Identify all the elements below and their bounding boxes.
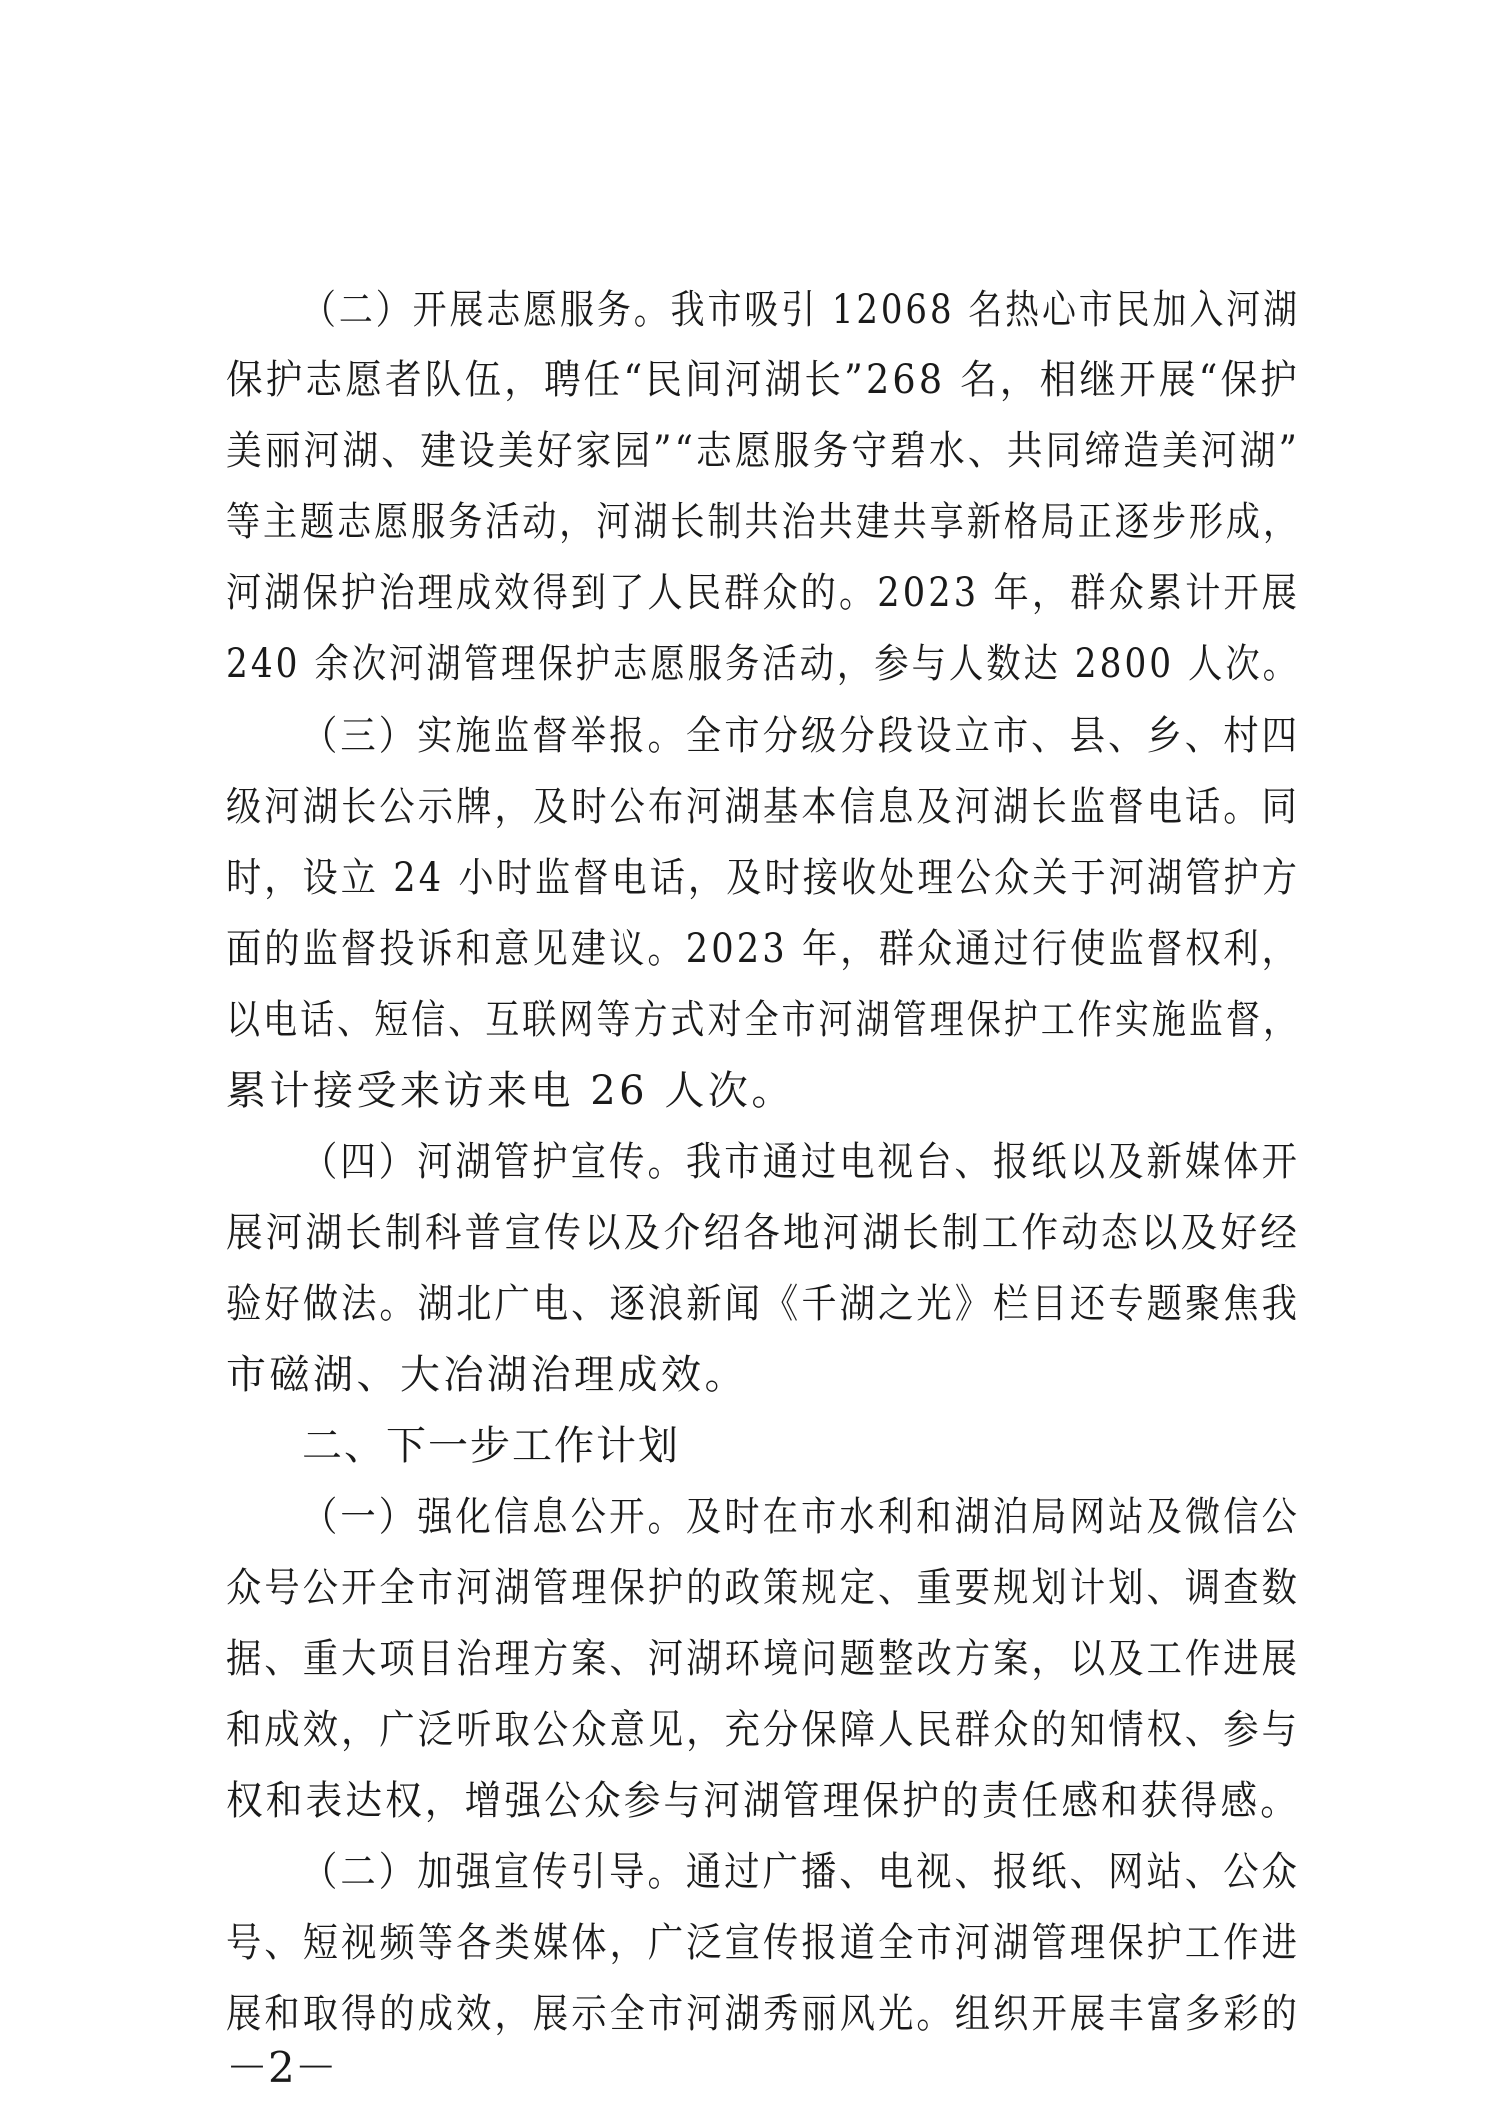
para4-line-3: 验好做法。湖北广电、逐浪新闻《千湖之光》栏目还专题聚焦我: [226, 1281, 1300, 1327]
para6-line-1: （二）加强宣传引导。通过广播、电视、报纸、网站、公众: [302, 1849, 1300, 1895]
para3-line-5: 以电话、短信、互联网等方式对全市河湖管理保护工作实施监督，: [226, 997, 1300, 1043]
para5-line-2: 众号公开全市河湖管理保护的政策规定、重要规划计划、调查数: [226, 1565, 1300, 1611]
para4-line-4: 市磁湖、大冶湖治理成效。: [226, 1352, 748, 1398]
para4-line-2: 展河湖长制科普宣传以及介绍各地河湖长制工作动态以及好经: [226, 1210, 1300, 1256]
para5-line-5: 权和表达权，增强公众参与河湖管理保护的责任感和获得感。: [226, 1778, 1300, 1824]
para3-line-2: 级河湖长公示牌，及时公布河湖基本信息及河湖长监督电话。同: [226, 784, 1300, 830]
para2-line-3: 美丽河湖、建设美好家园”“志愿服务守碧水、共同缔造美河湖”: [226, 428, 1300, 474]
para2-line-5: 河湖保护治理成效得到了人民群众的。2023 年，群众累计开展: [226, 570, 1300, 616]
para5-line-1: （一）强化信息公开。及时在市水利和湖泊局网站及微信公: [302, 1494, 1300, 1540]
section-heading: 二、下一步工作计划: [302, 1423, 680, 1469]
para4-line-1: （四）河湖管护宣传。我市通过电视台、报纸以及新媒体开: [302, 1139, 1300, 1185]
para3-line-4: 面的监督投诉和意见建议。2023 年，群众通过行使监督权利，: [226, 926, 1300, 972]
para2-line-2: 保护志愿者队伍，聘任“民间河湖长”268 名，相继开展“保护: [226, 357, 1300, 403]
para3-line-3: 时，设立 24 小时监督电话，及时接收处理公众关于河湖管护方: [226, 855, 1300, 901]
para5-line-3: 据、重大项目治理方案、河湖环境问题整改方案，以及工作进展: [226, 1636, 1300, 1682]
para3-line-1: （三）实施监督举报。全市分级分段设立市、县、乡、村四: [302, 713, 1300, 759]
para2-line-4: 等主题志愿服务活动，河湖长制共治共建共享新格局正逐步形成，: [226, 499, 1300, 545]
para2-line-1: （二）开展志愿服务。我市吸引 12068 名热心市民加入河湖: [302, 287, 1300, 333]
page-number: －2－: [226, 2043, 337, 2092]
para6-line-2: 号、短视频等各类媒体，广泛宣传报道全市河湖管理保护工作进: [226, 1920, 1300, 1966]
para2-line-6: 240 余次河湖管理保护志愿服务活动，参与人数达 2800 人次。: [226, 641, 1300, 687]
para5-line-4: 和成效，广泛听取公众意见，充分保障人民群众的知情权、参与: [226, 1707, 1300, 1753]
para3-line-6: 累计接受来访来电 26 人次。: [226, 1068, 795, 1114]
para6-line-3: 展和取得的成效，展示全市河湖秀丽风光。组织开展丰富多彩的: [226, 1991, 1300, 2037]
